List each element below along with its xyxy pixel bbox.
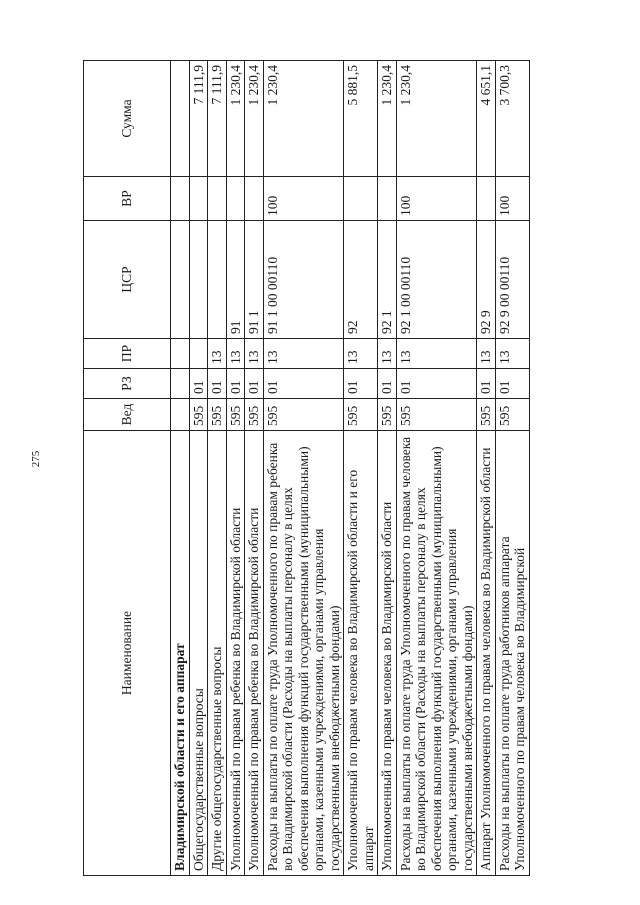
cell-rz: 01 (344, 369, 378, 399)
cell-sum: 7 111,9 (189, 61, 208, 177)
cell-sum: 3 700,3 (495, 61, 529, 177)
table-row (171, 61, 190, 876)
cell-rz: 01 (378, 369, 397, 399)
cell-ved: 595 (477, 399, 496, 431)
cell-pr (171, 339, 190, 369)
cell-pr: 13 (226, 339, 245, 369)
budget-table (83, 60, 530, 876)
cell-rz: 01 (263, 369, 344, 399)
cell-rz: 01 (245, 369, 264, 399)
cell-csr: 91 1 00 00110 (263, 221, 344, 339)
cell-pr: 13 (263, 339, 344, 369)
table-row (344, 61, 378, 876)
cell-sum: 1 230,4 (263, 61, 344, 177)
cell-sum: 1 230,4 (396, 61, 477, 177)
cell-name: Уполномоченный по правам человека во Владимирской области и его аппарат (344, 431, 378, 876)
cell-rz: 01 (477, 369, 496, 399)
cell-vr (189, 177, 208, 221)
cell-sum (171, 61, 190, 177)
page-number: 275 (30, 450, 42, 468)
cell-vr (245, 177, 264, 221)
cell-vr: 100 (263, 177, 344, 221)
cell-ved: 595 (189, 399, 208, 431)
cell-name: Аппарат Уполномоченного по правам человека во Владимирской области (477, 431, 496, 876)
cell-vr (378, 177, 397, 221)
header-vr: ВР (84, 177, 171, 221)
header-pr: ПР (84, 339, 171, 369)
cell-ved: 595 (378, 399, 397, 431)
cell-csr (208, 221, 227, 339)
cell-csr: 92 9 00 00110 (495, 221, 529, 339)
header-name: Наименование (84, 431, 171, 876)
cell-sum: 1 230,4 (378, 61, 397, 177)
cell-rz: 01 (396, 369, 477, 399)
header-csr: ЦСР (84, 221, 171, 339)
cell-csr: 91 (226, 221, 245, 339)
cell-name: Расходы на выплаты по оплате труда Уполномоченного по правам человека во Владимирской области (Расходы на выплаты персоналу в целях обеспечения выполнения функций государственными (муниципальными) органами, казенными учреждениями, органами управления государственными внебюджетными фондами) (396, 431, 477, 876)
cell-ved: 595 (344, 399, 378, 431)
cell-rz (171, 369, 190, 399)
cell-vr (171, 177, 190, 221)
cell-vr (344, 177, 378, 221)
cell-sum: 5 881,5 (344, 61, 378, 177)
cell-csr: 92 1 00 00110 (396, 221, 477, 339)
cell-csr: 92 9 (477, 221, 496, 339)
cell-ved (171, 399, 190, 431)
cell-name: Расходы на выплаты по оплате труда работников аппарата Уполномоченного по правам человека во Владимирской (495, 431, 529, 876)
header-sum: Сумма (84, 61, 171, 177)
table-row (189, 61, 208, 876)
cell-ved: 595 (208, 399, 227, 431)
rotated-page-content (83, 61, 608, 876)
cell-pr: 13 (477, 339, 496, 369)
cell-csr: 92 1 (378, 221, 397, 339)
cell-pr (189, 339, 208, 369)
table-header-row (84, 61, 171, 876)
cell-rz: 01 (495, 369, 529, 399)
cell-ved: 595 (495, 399, 529, 431)
cell-name: Расходы на выплаты по оплате труда Уполномоченного по правам ребенка во Владимирской области (Расходы на выплаты персоналу в целях обеспечения выполнения функций государственными (муниципальными) органами, казенными учреждениями, органами управления государственными внебюджетными фондами) (263, 431, 344, 876)
cell-pr: 13 (208, 339, 227, 369)
cell-sum: 1 230,4 (226, 61, 245, 177)
cell-pr: 13 (378, 339, 397, 369)
table-row (378, 61, 397, 876)
cell-rz: 01 (208, 369, 227, 399)
table-row (226, 61, 245, 876)
table-row (208, 61, 227, 876)
table-row (396, 61, 477, 876)
cell-name: Уполномоченный по правам человека во Владимирской области (378, 431, 397, 876)
cell-name: Общегосударственные вопросы (189, 431, 208, 876)
cell-sum: 4 651,1 (477, 61, 496, 177)
table-row (495, 61, 529, 876)
cell-csr: 92 (344, 221, 378, 339)
cell-rz: 01 (189, 369, 208, 399)
cell-vr: 100 (495, 177, 529, 221)
cell-vr (477, 177, 496, 221)
cell-vr (208, 177, 227, 221)
table-row (477, 61, 496, 876)
cell-sum: 1 230,4 (245, 61, 264, 177)
cell-name: Уполномоченный по правам ребенка во Владимирской области (245, 431, 264, 876)
cell-rz: 01 (226, 369, 245, 399)
cell-csr (171, 221, 190, 339)
cell-pr: 13 (396, 339, 477, 369)
cell-name: Другие общегосударственные вопросы (208, 431, 227, 876)
cell-pr: 13 (495, 339, 529, 369)
cell-ved: 595 (396, 399, 477, 431)
cell-ved: 595 (226, 399, 245, 431)
header-rz: РЗ (84, 369, 171, 399)
cell-pr: 13 (245, 339, 264, 369)
cell-name: Владимирской области и его аппарат (171, 431, 190, 876)
table-row (245, 61, 264, 876)
cell-vr (226, 177, 245, 221)
cell-ved: 595 (263, 399, 344, 431)
cell-ved: 595 (245, 399, 264, 431)
cell-csr: 91 1 (245, 221, 264, 339)
cell-sum: 7 111,9 (208, 61, 227, 177)
cell-name: Уполномоченный по правам ребенка во Владимирской области (226, 431, 245, 876)
cell-vr: 100 (396, 177, 477, 221)
table-row (263, 61, 344, 876)
cell-pr: 13 (344, 339, 378, 369)
cell-csr (189, 221, 208, 339)
header-ved: Вед (84, 399, 171, 431)
